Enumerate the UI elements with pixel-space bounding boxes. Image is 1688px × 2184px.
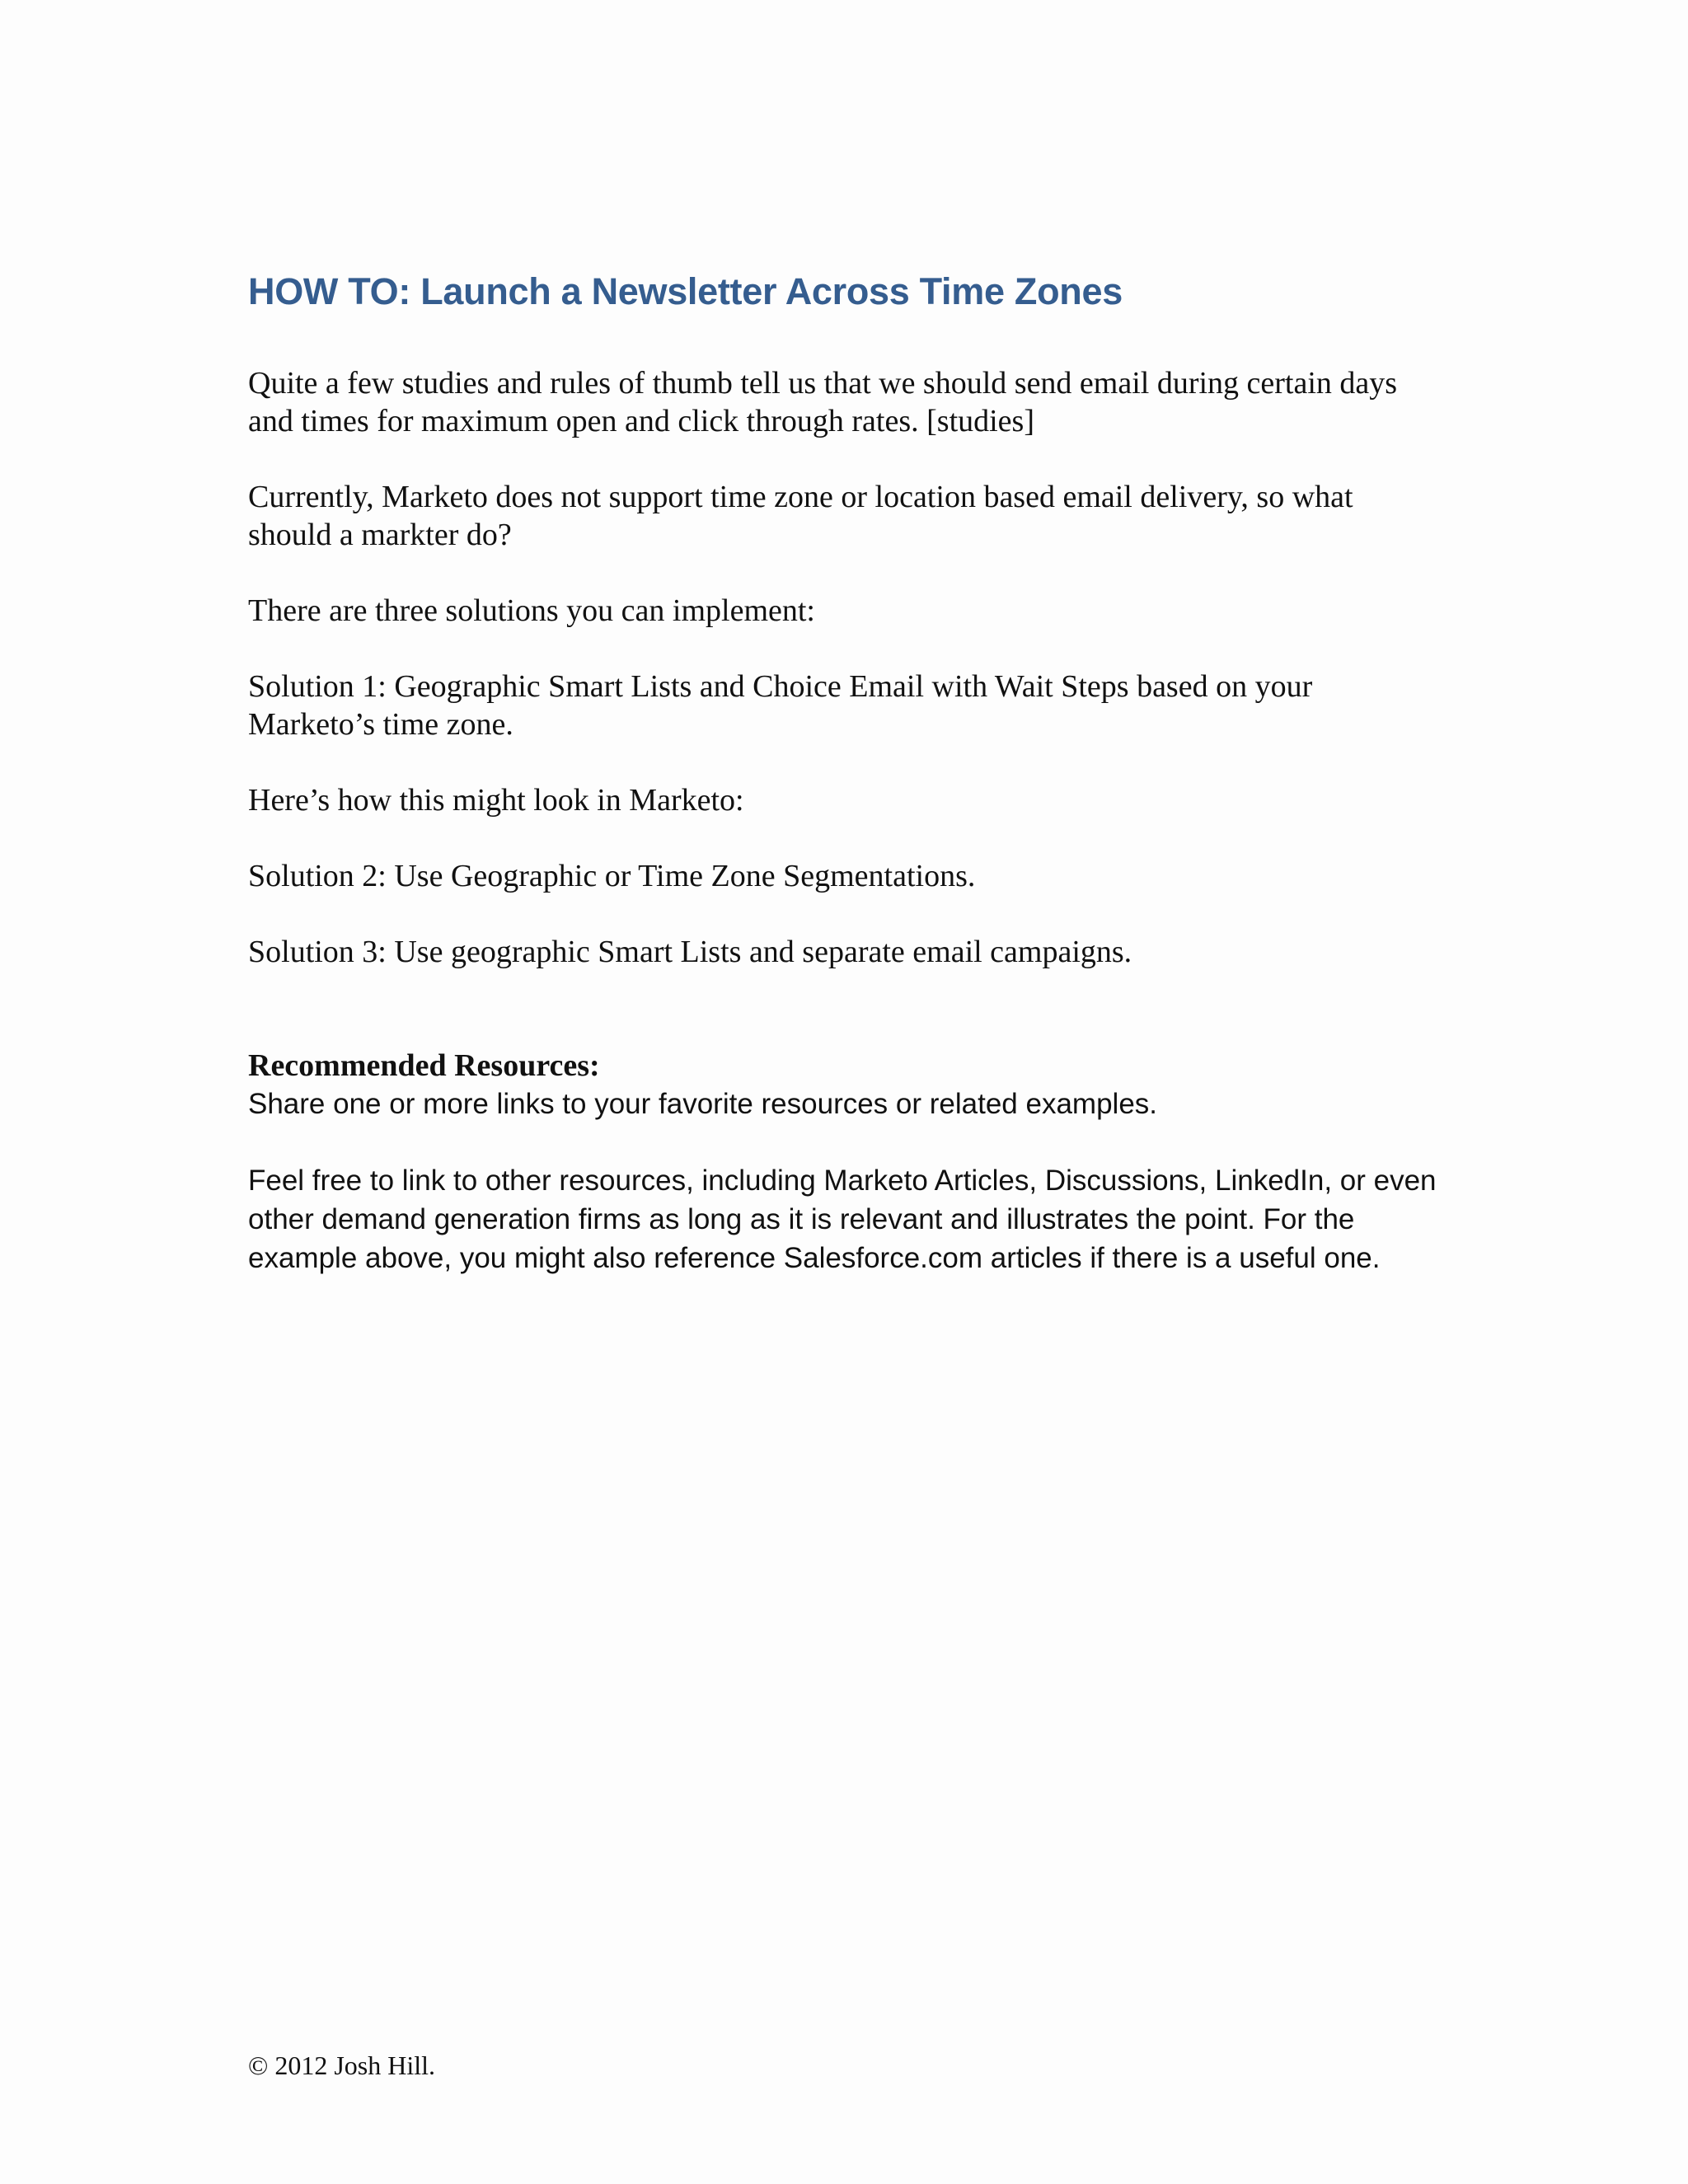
paragraph-solutions-intro: There are three solutions you can implement: [248,593,815,628]
paragraph-intro: Quite a few studies and rules of thumb tell us that we should send email during certain days and times for maximum open and click through rates. [studies] [248,366,1398,438]
paragraph-current-limitation: Currently, Marketo does not support time zone or location based email delivery, so what should a markter do? [248,480,1353,552]
paragraph-solution-2: Solution 2: Use Geographic or Time Zone Segmentations. [248,859,976,893]
paragraph-solution-3: Solution 3: Use geographic Smart Lists and separate email campaigns. [248,935,1132,969]
resources-body: Feel free to link to other resources, including Marketo Articles, Discussions, LinkedIn, or even other demand generation firms as long as it is relevant and illustrates the point. For the example above, you might also reference Salesforce.com articles if there is a useful one. [248,1165,1437,1274]
resources-heading: Recommended Resources: [248,1048,600,1083]
page-title: HOW TO: Launch a Newsletter Across Time Zones [248,270,1123,312]
section-spacer [248,1009,1443,1047]
paragraph-solution-1: Solution 1: Geographic Smart Lists and Choice Email with Wait Steps based on your Marketo’s time zone. [248,669,1313,742]
document-body [248,262,1443,1315]
resources-intro: Share one or more links to your favorite resources or related examples. [248,1088,1158,1120]
copyright-footer: © 2012 Josh Hill. [248,2050,435,2080]
paragraph-marketo-example: Here’s how this might look in Marketo: [248,783,744,818]
